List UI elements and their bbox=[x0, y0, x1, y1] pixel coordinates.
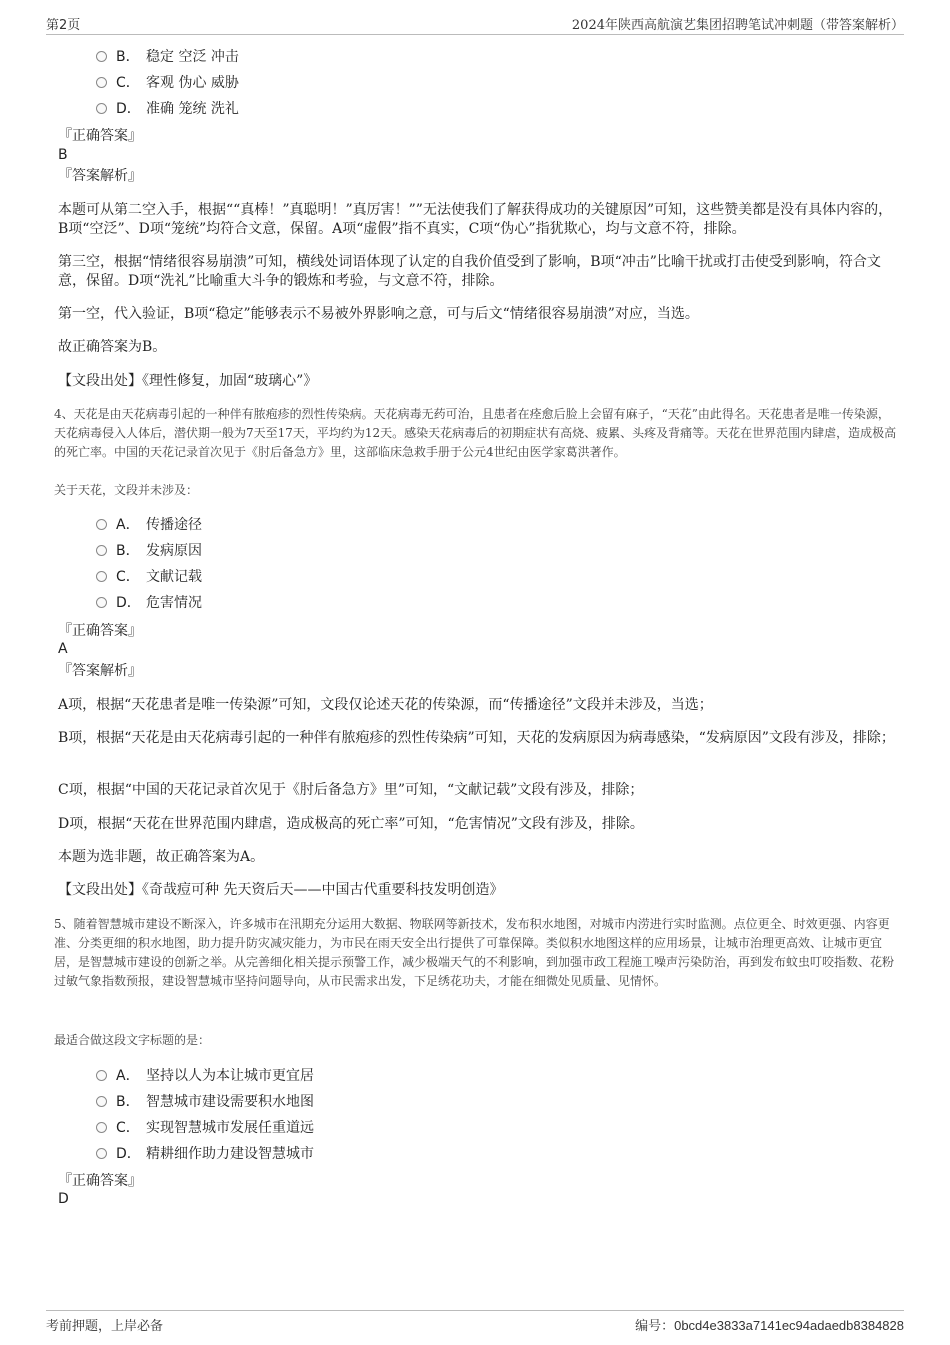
q4-option-a[interactable]: A． 传播途径 bbox=[96, 515, 202, 535]
q5-option-c[interactable]: C． 实现智慧城市发展任重道远 bbox=[96, 1118, 314, 1138]
q5-answer-label: 『正确答案』 bbox=[58, 1173, 142, 1189]
q4-analysis-paragraph: D项，根据“天花在世界范围内肆虐，造成极高的死亡率”可知，“危害情况”文段有涉及，排除。 bbox=[58, 816, 644, 832]
radio-icon[interactable] bbox=[96, 1148, 107, 1159]
q4-analysis-paragraph: C项，根据“中国的天花记录首次见于《肘后备急方》里”可知，“文献记载”文段有涉及，排除； bbox=[58, 782, 644, 798]
q3-answer-label: 『正确答案』 bbox=[58, 128, 142, 144]
q3-option-b[interactable]: B． 稳定 空泛 冲击 bbox=[96, 47, 239, 67]
document-code: 编号：0bcd4e3833a7141ec94adaedb8384828 bbox=[635, 1318, 904, 1334]
q5-answer: D bbox=[58, 1191, 69, 1207]
q3-analysis-label: 『答案解析』 bbox=[58, 168, 142, 184]
q3-analysis-paragraph: 第一空，代入验证，B项“稳定”能够表示不易被外界影响之意，可与后文“情绪很容易崩溃”对应，当选。 bbox=[58, 306, 699, 322]
q5-option-d[interactable]: D． 精耕细作助力建设智慧城市 bbox=[96, 1144, 314, 1164]
q3-option-c[interactable]: C． 客观 伪心 威胁 bbox=[96, 73, 239, 93]
q4-source: 【文段出处】《奇哉痘可种 先天资后天——中国古代重要科技发明创造》 bbox=[58, 882, 504, 898]
q4-conclusion: 本题为选非题，故正确答案为A。 bbox=[58, 849, 265, 865]
radio-icon[interactable] bbox=[96, 1122, 107, 1133]
footer-slogan: 考前押题，上岸必备 bbox=[46, 1319, 164, 1334]
radio-icon[interactable] bbox=[96, 51, 107, 62]
q4-analysis-paragraph: A项，根据“天花患者是唯一传染源”可知，文段仅论述天花的传染源，而“传播途径”文段并未涉及，当选； bbox=[58, 697, 713, 713]
q4-option-b[interactable]: B． 发病原因 bbox=[96, 541, 202, 561]
q4-analysis-paragraph: B项，根据“天花是由天花病毒引起的一种伴有脓疱疹的烈性传染病”可知，天花的发病原因为病毒感染，“发病原因”文段有涉及，排除； bbox=[58, 730, 895, 746]
q3-option-d[interactable]: D． 准确 笼统 洗礼 bbox=[96, 99, 239, 119]
q3-conclusion: 故正确答案为B。 bbox=[58, 339, 167, 355]
q3-answer: B bbox=[58, 147, 68, 163]
q4-answer-label: 『正确答案』 bbox=[58, 623, 142, 639]
q4-analysis-label: 『答案解析』 bbox=[58, 663, 142, 679]
q4-passage: 4、天花是由天花病毒引起的一种伴有脓疱疹的烈性传染病。天花病毒无药可治，且患者在痊愈后脸上会留有麻子，“天花”由此得名。天花患者是唯一传染源，天花病毒侵入人体后，潜伏期一般为7天至17天，平均约为12天。感染天花病毒后的初期症状有高烧、疲累、头疼及背痛等。天花在世界范围内肆虐，造成极高的死亡率。中国的天花记录首次见于《肘后备急方》里，这部临床急救手册于公元4世纪由医学家葛洪著作。 bbox=[54, 407, 897, 459]
q4-stem: 关于天花，文段并未涉及： bbox=[54, 483, 199, 497]
q5-stem: 最适合做这段文字标题的是： bbox=[54, 1033, 211, 1047]
page-footer bbox=[46, 1310, 904, 1335]
q5-option-b[interactable]: B． 智慧城市建设需要积水地图 bbox=[96, 1092, 314, 1112]
radio-icon[interactable] bbox=[96, 571, 107, 582]
document-title: 2024年陕西高航演艺集团招聘笔试冲刺题（带答案解析） bbox=[571, 18, 904, 33]
radio-icon[interactable] bbox=[96, 597, 107, 608]
q5-option-a[interactable]: A． 坚持以人为本让城市更宜居 bbox=[96, 1066, 314, 1086]
radio-icon[interactable] bbox=[96, 519, 107, 530]
radio-icon[interactable] bbox=[96, 1096, 107, 1107]
radio-icon[interactable] bbox=[96, 545, 107, 556]
radio-icon[interactable] bbox=[96, 77, 107, 88]
q3-analysis-paragraph: 本题可从第二空入手，根据““真棒！”真聪明！”真厉害！””无法使我们了解获得成功的关键原因”可知，这些赞美都是没有具体内容的，B项“空泛”、D项“笼统”均符合文意，保留。A项“虚假”指不真实，C项“伪心”指犹欺心，均与文意不符，排除。 bbox=[58, 202, 893, 237]
q5-passage: 5、随着智慧城市建设不断深入，许多城市在汛期充分运用大数据、物联网等新技术，发布积水地图，对城市内涝进行实时监测。点位更全、时效更强、内容更准、分类更细的积水地图，助力提升防灾减灾能力，为市民在雨天安全出行提供了可靠保障。类似积水地图这样的应用场景，让城市治理更高效、让城市更宜居，是智慧城市建设的创新之举。从完善细化相关提示预警工作，减少极端天气的不利影响，到加强市政工程施工噪声污染防治，再到发布蚊虫叮咬指数、花粉过敏气象指数预报，建设智慧城市坚持问题导向，从市民需求出发，下足绣花功夫，才能在细微处见质量、见情怀。 bbox=[54, 917, 895, 988]
q3-source: 【文段出处】《理性修复，加固“玻璃心”》 bbox=[58, 373, 318, 389]
q4-option-d[interactable]: D． 危害情况 bbox=[96, 593, 202, 613]
page-header bbox=[46, 14, 904, 35]
q3-analysis-paragraph: 第三空，根据“情绪很容易崩溃”可知，横线处词语体现了认定的自我价值受到了影响，B项“冲击”比喻干扰或打击使受到影响，符合文意，保留。D项“洗礼”比喻重大斗争的锻炼和考验，与文意不符，排除。 bbox=[58, 254, 881, 289]
q4-option-c[interactable]: C． 文献记载 bbox=[96, 567, 202, 587]
page-number: 第2页 bbox=[46, 18, 81, 33]
q4-answer: A bbox=[58, 641, 68, 657]
radio-icon[interactable] bbox=[96, 103, 107, 114]
radio-icon[interactable] bbox=[96, 1070, 107, 1081]
